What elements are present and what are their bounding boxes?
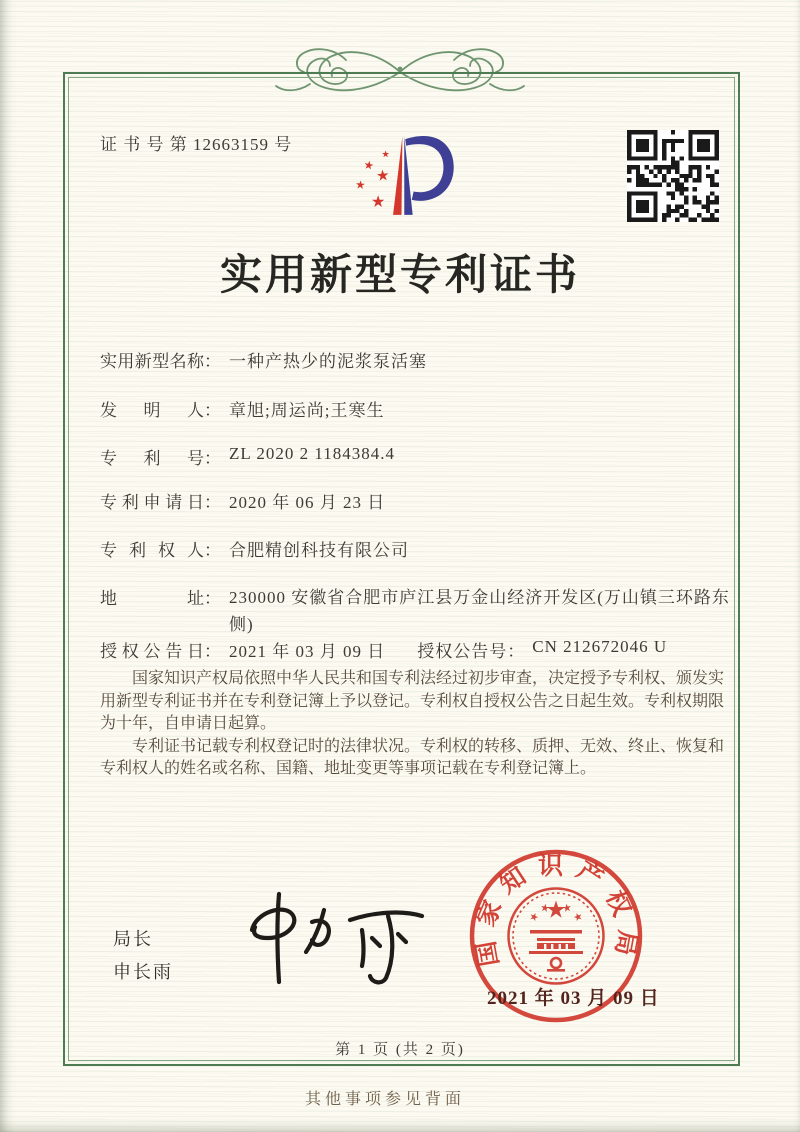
field-label: 授权公告号 [417,642,508,661]
cnipa-logo-icon [338,126,478,229]
field-row-patent-number [100,444,395,469]
colon: ： [204,589,221,608]
colon: ： [507,642,525,661]
commissioner-signature [222,888,437,988]
colon: ： [204,493,221,512]
commissioner-title: 局长 [113,929,153,949]
colon: ： [204,541,221,560]
field-value: 230000 安徽省合肥市庐江县万金山经济开发区(万山镇三环路东侧) [229,588,730,634]
qr-code [627,130,719,222]
legal-paragraph-2: 专利证书记载专利权登记时的法律状况。专利权的转移、质押、无效、终止、恢复和专利权人的姓名或名称、国籍、地址变更等事项记载在专利登记簿上。 [100,737,725,777]
field-row-inventors [100,396,384,421]
grant-date-value: 2021 年 03 月 09 日 [229,642,386,661]
certificate-title: 实用新型专利证书 [219,253,580,299]
field-row-patentee [100,536,409,561]
field-value: 章旭;周运尚;王寒生 [229,401,385,420]
field-label: 地址 [100,589,204,608]
field-row-invention-name [100,347,427,372]
colon: ： [204,352,221,371]
grant-date-pair [100,642,385,661]
field-row-address [100,584,735,638]
certificate-number: 证 书 号 第 12663159 号 [100,135,293,154]
field-label: 专利权人 [100,541,204,560]
legal-paragraph-1: 国家知识产权局依照中华人民共和国专利法经过初步审查，决定授予专利权、颁发实用新型专利证书并在专利登记簿上予以登记。专利权自授权公告之日起生效。专利权期限为十年，自申请日起算。 [100,670,725,732]
field-label: 发明人 [100,401,204,420]
field-label: 实用新型名称 [100,352,204,371]
colon: ： [204,642,221,661]
field-row-grant [100,637,667,662]
colon: ： [204,449,221,468]
commissioner-name: 申长雨 [113,962,173,982]
seal-date: 2021 年 03 月 09 日 [487,988,660,1009]
back-side-note: 其他事项参见背面 [304,1091,465,1108]
field-row-filing-date [100,488,385,513]
legal-text [100,668,724,781]
national-emblem-icon [509,889,604,984]
page-indicator: 第 1 页 (共 2 页) [335,1042,465,1058]
grant-number-value: CN 212672046 U [532,637,668,656]
seal-ring-text: 国家知识产权局 [471,853,641,969]
field-value: 2020 年 06 月 23 日 [229,493,386,512]
field-value: ZL 2020 2 1184384.4 [229,444,396,463]
grant-number-pair [417,637,668,661]
field-label: 授权公告日 [100,642,204,661]
field-label: 专利申请日 [100,493,204,512]
colon: ： [204,401,221,420]
field-value: 一种产热少的泥浆泵活塞 [229,352,427,371]
field-value: 合肥精创科技有限公司 [229,541,409,560]
field-label: 专利号 [100,449,204,468]
